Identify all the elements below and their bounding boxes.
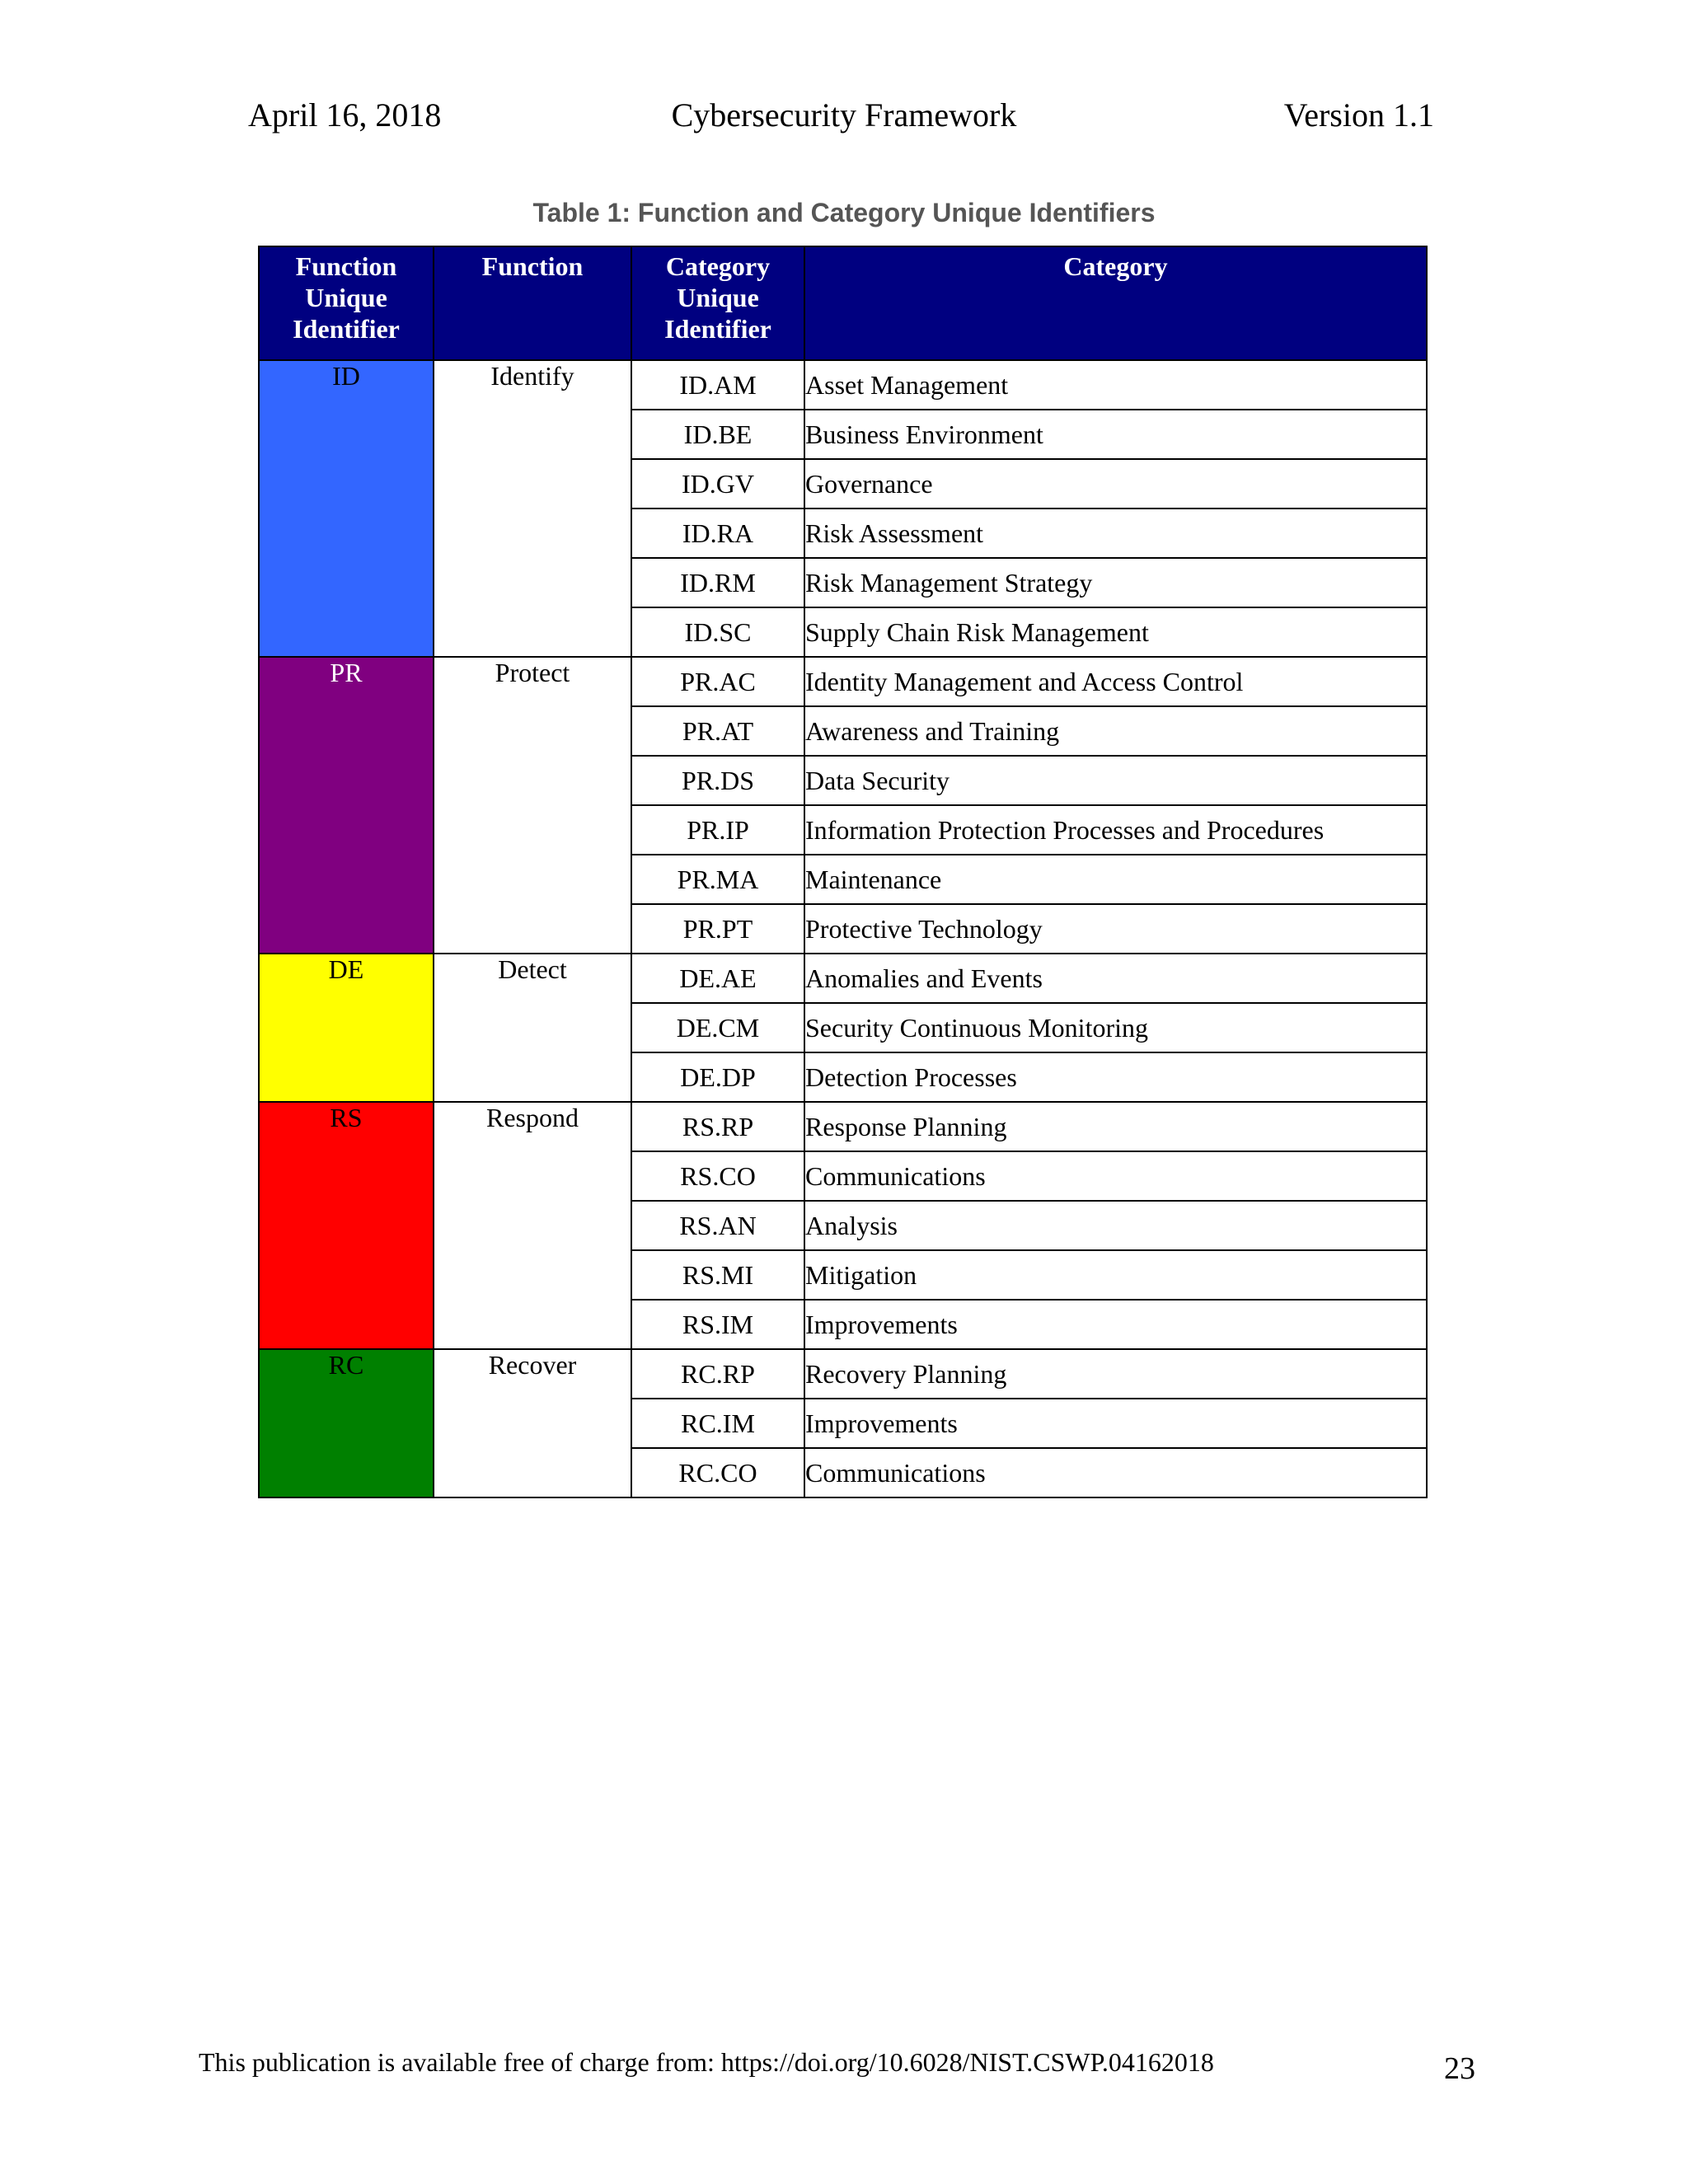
category-id-cell: PR.IP — [631, 805, 804, 855]
category-id-cell: PR.AT — [631, 706, 804, 756]
category-name-cell: Communications — [804, 1448, 1427, 1497]
category-name-cell: Recovery Planning — [804, 1349, 1427, 1399]
page-header — [0, 96, 1688, 137]
category-name-cell: Data Security — [804, 756, 1427, 805]
category-name-cell: Risk Assessment — [804, 509, 1427, 558]
table-caption: Table 1: Function and Category Unique Identifiers — [532, 198, 1156, 227]
category-name-cell: Analysis — [804, 1201, 1427, 1250]
category-name-cell: Awareness and Training — [804, 706, 1427, 756]
category-id-cell: ID.AM — [631, 360, 804, 410]
category-name-cell: Improvements — [804, 1399, 1427, 1448]
category-id-cell: PR.AC — [631, 657, 804, 706]
category-name-cell: Security Continuous Monitoring — [804, 1003, 1427, 1052]
table-row — [259, 954, 1427, 1003]
category-id-cell: PR.PT — [631, 904, 804, 954]
category-name-cell: Communications — [804, 1151, 1427, 1201]
header-function: Function — [434, 246, 631, 360]
category-name-cell: Protective Technology — [804, 904, 1427, 954]
category-id-cell: RS.AN — [631, 1201, 804, 1250]
category-name-cell: Response Planning — [804, 1102, 1427, 1151]
category-id-cell: ID.SC — [631, 607, 804, 657]
category-id-cell: RC.CO — [631, 1448, 804, 1497]
category-id-cell: ID.BE — [631, 410, 804, 459]
function-id-cell: DE — [259, 954, 434, 1102]
function-id-cell: RS — [259, 1102, 434, 1349]
category-id-cell: DE.AE — [631, 954, 804, 1003]
category-name-cell: Anomalies and Events — [804, 954, 1427, 1003]
header-version: Version 1.1 — [1283, 96, 1434, 134]
category-name-cell: Information Protection Processes and Procedures — [804, 805, 1427, 855]
table-row — [259, 1349, 1427, 1399]
category-id-cell: ID.RA — [631, 509, 804, 558]
category-name-cell: Risk Management Strategy — [804, 558, 1427, 607]
category-id-cell: PR.MA — [631, 855, 804, 904]
category-name-cell: Governance — [804, 459, 1427, 509]
function-name-cell: Protect — [434, 657, 631, 954]
header-category-id: Category Unique Identifier — [631, 246, 804, 360]
category-id-cell: ID.RM — [631, 558, 804, 607]
category-name-cell: Maintenance — [804, 855, 1427, 904]
category-id-cell: ID.GV — [631, 459, 804, 509]
function-id-cell: ID — [259, 360, 434, 657]
category-id-cell: RC.IM — [631, 1399, 804, 1448]
function-name-cell: Detect — [434, 954, 631, 1102]
category-name-cell: Improvements — [804, 1300, 1427, 1349]
category-id-cell: RS.MI — [631, 1250, 804, 1300]
header-date: April 16, 2018 — [248, 96, 442, 134]
function-name-cell: Respond — [434, 1102, 631, 1349]
function-category-table — [258, 246, 1428, 1498]
category-name-cell: Identity Management and Access Control — [804, 657, 1427, 706]
function-name-cell: Identify — [434, 360, 631, 657]
header-title: Cybersecurity Framework — [671, 96, 1017, 134]
category-id-cell: DE.DP — [631, 1052, 804, 1102]
category-id-cell: PR.DS — [631, 756, 804, 805]
table-row — [259, 360, 1427, 410]
header-row — [259, 246, 1427, 360]
function-name-cell: Recover — [434, 1349, 631, 1497]
page-number: 23 — [1444, 2051, 1475, 2086]
category-name-cell: Supply Chain Risk Management — [804, 607, 1427, 657]
function-id-cell: PR — [259, 657, 434, 954]
header-category: Category — [804, 246, 1427, 360]
table-row — [259, 657, 1427, 706]
header-function-id: Function Unique Identifier — [259, 246, 434, 360]
category-id-cell: RS.IM — [631, 1300, 804, 1349]
function-id-cell: RC — [259, 1349, 434, 1497]
table-body — [259, 360, 1427, 1497]
category-id-cell: DE.CM — [631, 1003, 804, 1052]
category-id-cell: RS.CO — [631, 1151, 804, 1201]
category-id-cell: RC.RP — [631, 1349, 804, 1399]
category-name-cell: Mitigation — [804, 1250, 1427, 1300]
category-id-cell: RS.RP — [631, 1102, 804, 1151]
table-row — [259, 1102, 1427, 1151]
category-name-cell: Business Environment — [804, 410, 1427, 459]
category-name-cell: Asset Management — [804, 360, 1427, 410]
table-header — [259, 246, 1427, 360]
category-name-cell: Detection Processes — [804, 1052, 1427, 1102]
footer-availability: This publication is available free of charge from: https://doi.org/10.6028/NIST.CSWP.04162018 — [199, 2047, 1214, 2077]
